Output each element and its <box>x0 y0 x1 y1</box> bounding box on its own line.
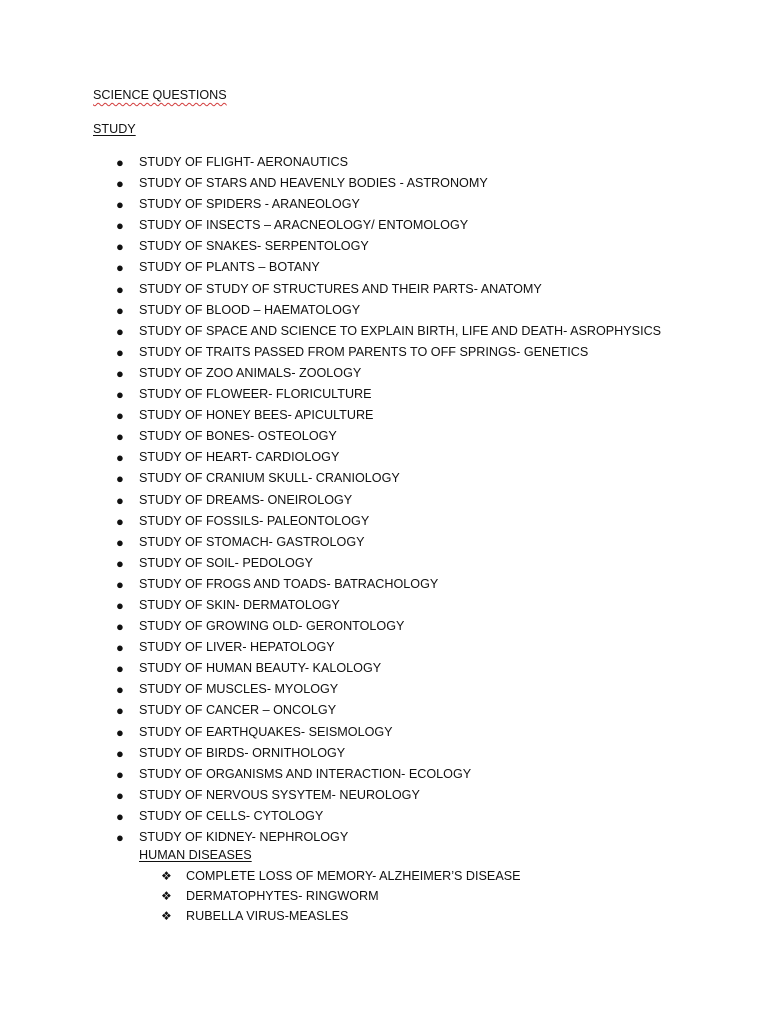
list-item <box>0 743 661 764</box>
bullet-icon: ● <box>116 513 124 529</box>
list-item <box>0 679 661 700</box>
list-item <box>0 426 661 447</box>
bullet-icon: ● <box>116 323 124 339</box>
list-item <box>0 886 521 906</box>
bullet-icon: ● <box>116 661 124 677</box>
list-item <box>0 300 661 321</box>
bullet-icon: ● <box>116 344 124 360</box>
list-item-text: DERMATOPHYTES- RINGWORM <box>186 889 379 903</box>
list-item-text: STUDY OF FLOWEER- FLORICULTURE <box>139 387 372 402</box>
list-item-text: RUBELLA VIRUS-MEASLES <box>186 909 349 923</box>
list-item <box>0 906 521 926</box>
list-item-text: STUDY OF SKIN- DERMATOLOGY <box>139 597 340 612</box>
list-item <box>0 574 661 595</box>
bullet-icon: ● <box>116 619 124 635</box>
bullet-icon: ● <box>116 597 124 613</box>
document-title: SCIENCE QUESTIONS <box>93 88 227 102</box>
list-item-text: STUDY OF TRAITS PASSED FROM PARENTS TO OFF SPRINGS- GENETICS <box>139 344 589 359</box>
list-item <box>0 553 661 574</box>
bullet-icon: ● <box>116 387 124 403</box>
list-item-text: STUDY OF HEART- CARDIOLOGY <box>139 450 340 465</box>
list-item-text: STUDY OF HUMAN BEAUTY- KALOLOGY <box>139 661 382 676</box>
bullet-icon: ● <box>116 281 124 297</box>
bullet-icon: ● <box>116 176 124 192</box>
list-item <box>0 806 661 827</box>
list-item-text: STUDY OF BIRDS- ORNITHOLOGY <box>139 745 346 760</box>
list-item-text: STUDY OF MUSCLES- MYOLOGY <box>139 682 339 697</box>
list-item-text: STUDY OF GROWING OLD- GERONTOLOGY <box>139 619 405 634</box>
bullet-icon: ● <box>116 218 124 234</box>
bullet-icon: ● <box>116 576 124 592</box>
list-item-text: COMPLETE LOSS OF MEMORY- ALZHEIMER’S DISEASE <box>186 869 521 883</box>
list-item <box>0 279 661 300</box>
list-item <box>0 173 661 194</box>
list-item-text: STUDY OF ZOO ANIMALS- ZOOLOGY <box>139 365 362 380</box>
bullet-icon: ● <box>116 703 124 719</box>
bullet-icon: ● <box>116 302 124 318</box>
list-item-text: STUDY OF SPACE AND SCIENCE TO EXPLAIN BIRTH, LIFE AND DEATH- ASROPHYSICS <box>139 323 662 338</box>
diamond-bullet-icon: ❖ <box>161 869 172 883</box>
list-item <box>0 363 661 384</box>
bullet-icon: ● <box>116 787 124 803</box>
bullet-icon: ● <box>116 830 124 845</box>
disease-list <box>0 866 521 926</box>
list-item-text: STUDY OF LIVER- HEPATOLOGY <box>139 640 335 655</box>
list-item-text: STUDY OF SPIDERS - ARANEOLOGY <box>139 197 360 212</box>
list-item-text: STUDY OF BONES- OSTEOLOGY <box>139 429 337 444</box>
list-item-text: STUDY OF NERVOUS SYSYTEM- NEUROLOGY <box>139 787 420 802</box>
diamond-bullet-icon: ❖ <box>161 909 172 923</box>
list-item <box>0 722 661 743</box>
bullet-icon: ● <box>116 724 124 740</box>
list-item-text: STUDY OF DREAMS- ONEIROLOGY <box>139 492 353 507</box>
bullet-icon: ● <box>116 429 124 445</box>
list-item-text: STUDY OF EARTHQUAKES- SEISMOLOGY <box>139 724 393 739</box>
bullet-icon: ● <box>116 640 124 656</box>
list-item-text: STUDY OF ORGANISMS AND INTERACTION- ECOLOGY <box>139 766 472 781</box>
list-item <box>0 827 661 848</box>
list-item <box>0 490 661 511</box>
list-item-text: STUDY OF FOSSILS- PALEONTOLOGY <box>139 513 370 528</box>
list-item <box>0 236 661 257</box>
list-item-text: STUDY OF KIDNEY- NEPHROLOGY <box>139 830 349 844</box>
list-item <box>0 257 661 278</box>
list-item-text: STUDY OF CANCER – ONCOLGY <box>139 703 337 718</box>
list-item-text: STUDY OF BLOOD – HAEMATOLOGY <box>139 302 361 317</box>
list-item-text: STUDY OF STARS AND HEAVENLY BODIES - ASTRONOMY <box>139 176 488 191</box>
bullet-icon: ● <box>116 197 124 213</box>
list-item <box>0 764 661 785</box>
bullet-icon: ● <box>116 155 124 170</box>
bullet-icon: ● <box>116 555 124 571</box>
bullet-icon: ● <box>116 260 124 276</box>
diamond-bullet-icon: ❖ <box>161 889 172 903</box>
list-item-text: STUDY OF STUDY OF STRUCTURES AND THEIR PARTS- ANATOMY <box>139 281 542 296</box>
list-item <box>0 700 661 721</box>
list-item <box>0 321 661 342</box>
list-item <box>0 616 661 637</box>
list-item <box>0 405 661 426</box>
list-item-text: STUDY OF HONEY BEES- APICULTURE <box>139 408 374 423</box>
list-item-text: STUDY OF FLIGHT- AERONAUTICS <box>139 155 348 169</box>
list-item <box>0 194 661 215</box>
list-item <box>0 342 661 363</box>
list-item <box>0 384 661 405</box>
study-heading: STUDY <box>93 122 136 136</box>
list-item <box>0 658 661 679</box>
list-item <box>0 447 661 468</box>
bullet-icon: ● <box>116 745 124 761</box>
list-item <box>0 595 661 616</box>
list-item-text: STUDY OF INSECTS – ARACNEOLOGY/ ENTOMOLOGY <box>139 218 469 233</box>
bullet-icon: ● <box>116 471 124 487</box>
bullet-icon: ● <box>116 408 124 424</box>
bullet-icon: ● <box>116 365 124 381</box>
list-item-text: STUDY OF STOMACH- GASTROLOGY <box>139 534 365 549</box>
list-item <box>0 468 661 489</box>
list-item <box>0 152 661 173</box>
list-item <box>0 785 661 806</box>
study-list <box>0 152 661 848</box>
list-item-text: STUDY OF CRANIUM SKULL- CRANIOLOGY <box>139 471 400 486</box>
bullet-icon: ● <box>116 450 124 466</box>
bullet-icon: ● <box>116 534 124 550</box>
diseases-heading: HUMAN DISEASES <box>139 848 252 862</box>
list-item-text: STUDY OF CELLS- CYTOLOGY <box>139 808 324 823</box>
list-item-text: STUDY OF PLANTS – BOTANY <box>139 260 320 275</box>
bullet-icon: ● <box>116 808 124 824</box>
bullet-icon: ● <box>116 492 124 508</box>
list-item <box>0 215 661 236</box>
bullet-icon: ● <box>116 239 124 255</box>
list-item-text: STUDY OF SOIL- PEDOLOGY <box>139 555 314 570</box>
bullet-icon: ● <box>116 682 124 698</box>
bullet-icon: ● <box>116 766 124 782</box>
list-item <box>0 532 661 553</box>
list-item-text: STUDY OF FROGS AND TOADS- BATRACHOLOGY <box>139 576 439 591</box>
list-item <box>0 637 661 658</box>
list-item <box>0 866 521 886</box>
list-item-text: STUDY OF SNAKES- SERPENTOLOGY <box>139 239 369 254</box>
list-item <box>0 511 661 532</box>
